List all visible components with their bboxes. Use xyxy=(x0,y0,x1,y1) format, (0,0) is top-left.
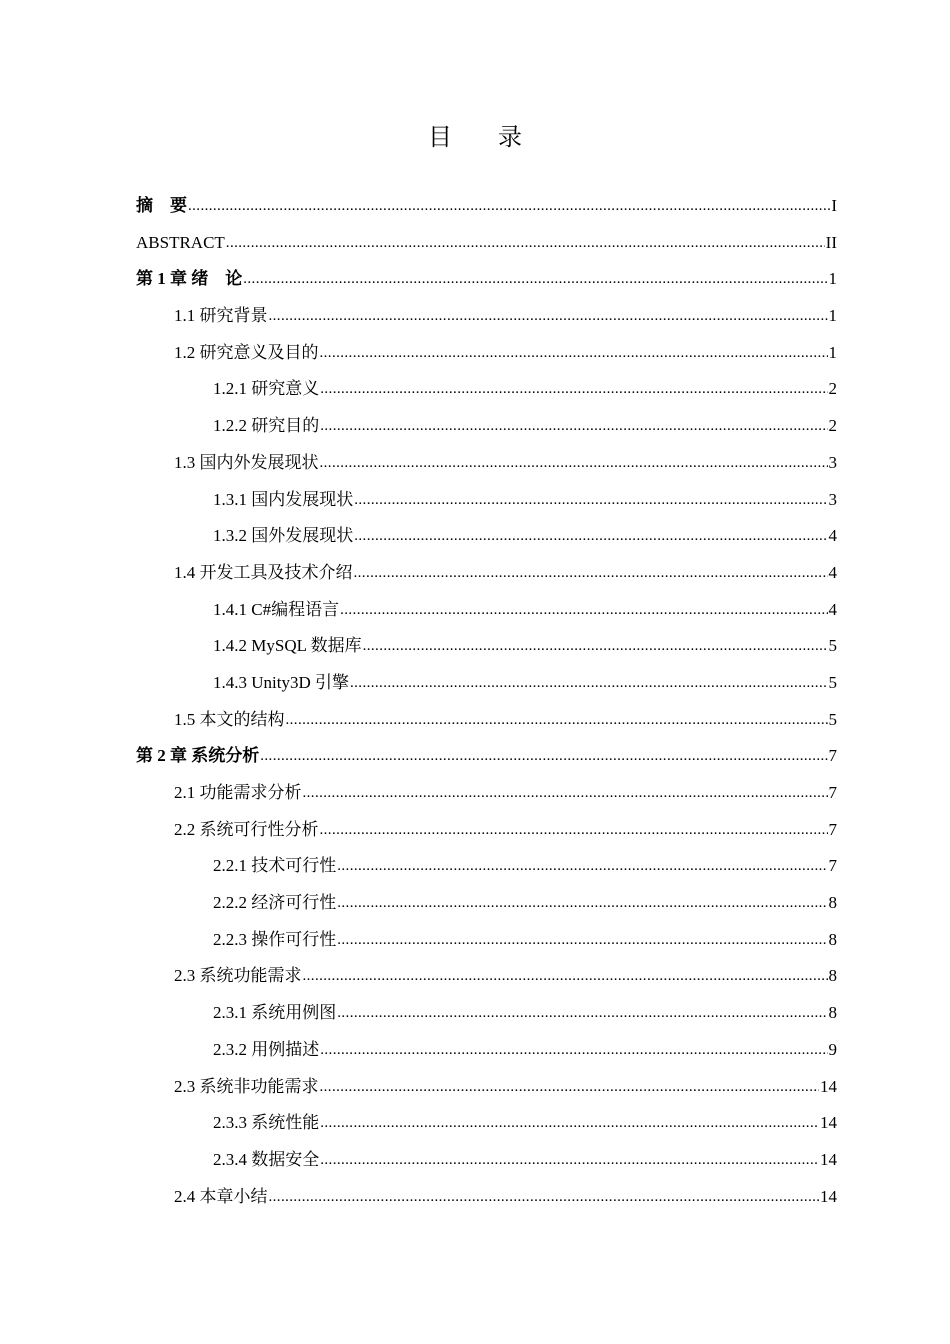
toc-dot-leader xyxy=(337,994,827,1032)
toc-dot-leader xyxy=(320,370,827,408)
toc-dot-leader xyxy=(226,224,825,262)
toc-entry[interactable] xyxy=(136,738,837,775)
toc-entry[interactable] xyxy=(136,1142,837,1179)
toc-entry[interactable] xyxy=(136,592,837,629)
toc-entry-label: ABSTRACT xyxy=(136,232,225,252)
toc-entry[interactable] xyxy=(136,445,837,482)
toc-entry-page-number: 3 xyxy=(828,452,837,472)
toc-entry-label: 第 1 章 绪 论 xyxy=(136,269,243,289)
toc-entry[interactable] xyxy=(136,188,837,225)
toc-dot-leader xyxy=(303,774,828,812)
toc-entry-page-number: 5 xyxy=(828,672,837,692)
toc-dot-leader xyxy=(243,260,827,298)
toc-dot-leader xyxy=(320,1141,819,1179)
toc-entry-label: 1.4.3 Unity3D 引擎 xyxy=(213,672,349,692)
toc-entry-label: 第 2 章 系统分析 xyxy=(136,746,260,766)
toc-entry-page-number: 5 xyxy=(828,636,837,656)
toc-entry[interactable] xyxy=(136,1032,837,1069)
toc-dot-leader xyxy=(340,591,827,629)
toc-entry-label: 2.2.1 技术可行性 xyxy=(213,856,337,876)
toc-entry-label: 1.1 研究背景 xyxy=(174,306,268,326)
toc-entry-page-number: 14 xyxy=(820,1186,837,1206)
toc-entry-label: 2.3 系统非功能需求 xyxy=(174,1076,319,1096)
toc-entry[interactable] xyxy=(136,702,837,739)
toc-entry-page-number: 1 xyxy=(828,269,837,289)
toc-dot-leader xyxy=(320,1031,827,1069)
toc-entry[interactable] xyxy=(136,225,837,262)
toc-dot-leader xyxy=(320,811,828,849)
toc-entry-label: 1.5 本文的结构 xyxy=(174,709,285,729)
toc-entry-label: 1.3 国内外发展现状 xyxy=(174,452,319,472)
toc-entry[interactable] xyxy=(136,885,837,922)
toc-entry-page-number: 9 xyxy=(828,1039,837,1059)
toc-entry-page-number: 4 xyxy=(828,526,837,546)
toc-entry-page-number: 14 xyxy=(820,1113,837,1133)
toc-entry[interactable] xyxy=(136,261,837,298)
toc-entry[interactable] xyxy=(136,408,837,445)
toc-entry[interactable] xyxy=(136,1179,837,1216)
toc-entry-page-number: 8 xyxy=(828,1003,837,1023)
toc-entry[interactable] xyxy=(136,1069,837,1106)
toc-entry-label: 2.2.2 经济可行性 xyxy=(213,893,337,913)
toc-list xyxy=(136,188,837,1215)
toc-entry[interactable] xyxy=(136,371,837,408)
toc-entry[interactable] xyxy=(136,995,837,1032)
toc-dot-leader xyxy=(354,481,827,519)
toc-entry-label: 1.2.2 研究目的 xyxy=(213,416,320,436)
toc-entry[interactable] xyxy=(136,518,837,555)
toc-entry-page-number: 1 xyxy=(828,342,837,362)
toc-entry-label: 2.3.3 系统性能 xyxy=(213,1113,320,1133)
toc-entry-label: 1.2 研究意义及目的 xyxy=(174,342,319,362)
toc-entry[interactable] xyxy=(136,958,837,995)
toc-entry-label: 2.3.1 系统用例图 xyxy=(213,1003,337,1023)
toc-entry-label: 1.4.1 C#编程语言 xyxy=(213,599,340,619)
toc-entry-label: 1.3.1 国内发展现状 xyxy=(213,489,354,509)
toc-entry-page-number: 8 xyxy=(828,893,837,913)
toc-entry-page-number: 7 xyxy=(828,819,837,839)
toc-dot-leader xyxy=(320,1068,820,1106)
toc-entry[interactable] xyxy=(136,628,837,665)
toc-entry[interactable] xyxy=(136,298,837,335)
toc-entry-label: 2.3 系统功能需求 xyxy=(174,966,302,986)
toc-entry-page-number: 2 xyxy=(828,379,837,399)
toc-dot-leader xyxy=(303,957,828,995)
toc-title-char-2: 录 xyxy=(498,125,522,151)
toc-dot-leader xyxy=(337,884,827,922)
toc-entry-page-number: 14 xyxy=(820,1076,837,1096)
toc-entry[interactable] xyxy=(136,812,837,849)
toc-entry-label: 2.2.3 操作可行性 xyxy=(213,929,337,949)
toc-dot-leader xyxy=(269,297,828,335)
toc-dot-leader xyxy=(337,921,827,959)
toc-entry-page-number: 8 xyxy=(828,929,837,949)
toc-entry[interactable] xyxy=(136,555,837,592)
toc-dot-leader xyxy=(337,847,827,885)
toc-dot-leader xyxy=(354,517,827,555)
toc-dot-leader xyxy=(286,701,828,739)
toc-entry[interactable] xyxy=(136,775,837,812)
toc-entry-label: 2.3.4 数据安全 xyxy=(213,1149,320,1169)
toc-entry-page-number: 1 xyxy=(828,306,837,326)
toc-entry-page-number: 14 xyxy=(820,1149,837,1169)
toc-entry-page-number: 7 xyxy=(828,783,837,802)
toc-entry-page-number: 3 xyxy=(828,489,837,509)
toc-entry-label: 2.4 本章小结 xyxy=(174,1186,268,1206)
toc-entry[interactable] xyxy=(136,848,837,885)
toc-entry-label: 1.2.1 研究意义 xyxy=(213,379,320,399)
toc-entry[interactable] xyxy=(136,1105,837,1142)
toc-entry[interactable] xyxy=(136,482,837,519)
toc-dot-leader xyxy=(350,664,828,702)
toc-entry-page-number: 7 xyxy=(828,746,837,766)
toc-entry-page-number: 8 xyxy=(828,966,837,986)
toc-entry-page-number: 5 xyxy=(828,709,837,729)
toc-entry-label: 摘 要 xyxy=(136,196,187,215)
toc-entry-page-number: 7 xyxy=(828,856,837,876)
toc-dot-leader xyxy=(320,334,828,372)
toc-entry[interactable] xyxy=(136,665,837,702)
toc-entry-page-number: I xyxy=(831,196,837,215)
toc-entry-label: 1.3.2 国外发展现状 xyxy=(213,526,354,546)
toc-entry-page-number: II xyxy=(825,232,837,252)
toc-dot-leader xyxy=(269,1178,820,1216)
toc-entry-label: 1.4 开发工具及技术介绍 xyxy=(174,562,353,582)
toc-entry[interactable] xyxy=(136,335,837,372)
toc-entry-label: 2.1 功能需求分析 xyxy=(174,783,302,802)
toc-dot-leader xyxy=(354,554,828,592)
toc-entry-page-number: 4 xyxy=(828,562,837,582)
toc-entry-label: 2.3.2 用例描述 xyxy=(213,1039,320,1059)
toc-dot-leader xyxy=(188,187,830,225)
toc-dot-leader xyxy=(363,627,828,665)
toc-entry[interactable] xyxy=(136,922,837,959)
toc-entry-label: 2.2 系统可行性分析 xyxy=(174,819,319,839)
toc-entry-label: 1.4.2 MySQL 数据库 xyxy=(213,636,362,656)
toc-dot-leader xyxy=(320,1104,819,1142)
toc-title-char-1: 目 xyxy=(428,125,452,151)
toc-dot-leader xyxy=(320,444,828,482)
toc-entry-page-number: 4 xyxy=(828,599,837,619)
toc-dot-leader xyxy=(320,407,827,445)
toc-title xyxy=(0,117,950,152)
toc-entry-page-number: 2 xyxy=(828,416,837,436)
toc-dot-leader xyxy=(260,737,827,775)
